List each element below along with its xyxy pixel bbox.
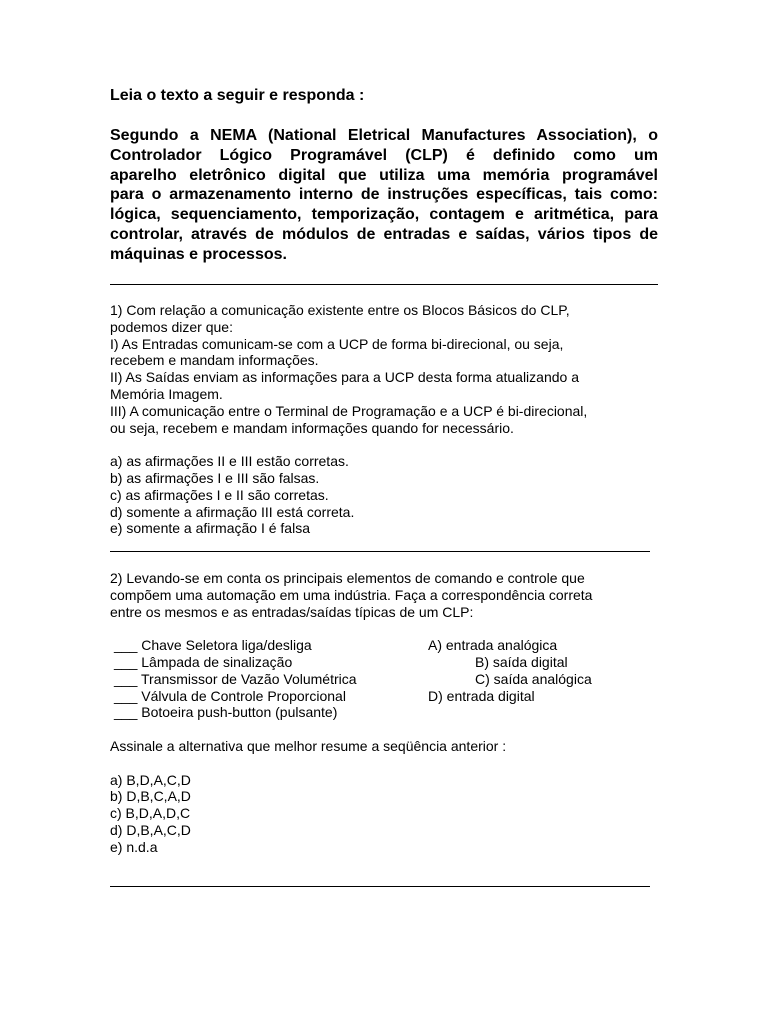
match-target: D) entrada digital — [428, 687, 535, 704]
question-2-option-d: d) D,B,A,C,D — [110, 821, 191, 838]
match-item: ___ Chave Seletora liga/desliga — [114, 637, 312, 654]
question-2-option-e: e) n.d.a — [110, 838, 158, 855]
divider-line — [110, 551, 650, 552]
match-row — [110, 688, 592, 705]
divider-line — [110, 886, 650, 887]
spacer — [110, 436, 587, 453]
question-1-stem-line: podemos dizer que: — [110, 318, 233, 335]
question-1-stem-line: Memória Imagem. — [110, 385, 223, 402]
match-target: A) entrada analógica — [428, 637, 558, 654]
intro-line: Segundo a NEMA (National Eletrical Manufactures Association), o — [110, 127, 658, 144]
match-item: ___ Lâmpada de sinalização — [114, 653, 293, 670]
match-item: ___ Transmissor de Vazão Volumétrica — [114, 670, 357, 687]
question-1-stem-line: III) A comunicação entre o Terminal de Programação e a UCP é bi-direcional, — [110, 402, 588, 419]
spacer — [110, 755, 592, 772]
question-1-stem-line: ou seja, recebem e mandam informações quando for necessário. — [110, 419, 514, 436]
match-row — [110, 637, 592, 654]
question-1-option-c: c) as afirmações I e II são corretas. — [110, 486, 329, 503]
match-item: ___ Válvula de Controle Proporcional — [114, 687, 346, 704]
match-row — [110, 671, 592, 688]
question-1-stem-line: recebem e mandam informações. — [110, 352, 319, 369]
intro-title: Leia o texto a seguir e responda : — [110, 87, 365, 104]
intro-line: controlar, através de módulos de entradas e saídas, vários tipos de — [110, 225, 658, 243]
question-2-stem-line: entre os mesmos e as entradas/saídas típicas de um CLP: — [110, 603, 474, 620]
match-target: C) saída analógica — [475, 670, 592, 687]
match-item: ___ Botoeira push-button (pulsante) — [114, 704, 338, 721]
question-2-option-a: a) B,D,A,C,D — [110, 771, 191, 788]
spacer — [110, 620, 592, 637]
intro-line: para o armazenamento interno de instruções específicas, tais como: — [110, 186, 658, 204]
question-2-stem-line: 2) Levando-se em conta os principais elementos de comando e controle que — [110, 570, 585, 586]
question-1-stem-line: 1) Com relação a comunicação existente entre os Blocos Básicos do CLP, — [110, 302, 570, 318]
question-2-option-b: b) D,B,C,A,D — [110, 788, 191, 805]
match-row — [110, 704, 592, 721]
question-2 — [110, 570, 592, 856]
intro-line: Controlador Lógico Programável (CLP) é definido como um — [110, 146, 658, 164]
intro-line: máquinas e processos. — [110, 245, 287, 263]
question-2-prompt: Assinale a alternativa que melhor resume a seqüência anterior : — [110, 737, 507, 754]
question-1-option-d: d) somente a afirmação III está correta. — [110, 503, 355, 520]
question-1-stem-line: I) As Entradas comunicam-se com a UCP de forma bi-direcional, ou seja, — [110, 335, 564, 352]
question-1-option-e: e) somente a afirmação I é falsa — [110, 520, 310, 537]
question-1 — [110, 302, 587, 537]
intro-paragraph — [110, 126, 658, 265]
match-row — [110, 654, 592, 671]
match-target: B) saída digital — [475, 653, 568, 670]
question-1-option-b: b) as afirmações I e III são falsas. — [110, 469, 320, 486]
question-2-option-c: c) B,D,A,D,C — [110, 805, 191, 822]
question-1-option-a: a) as afirmações II e III estão corretas. — [110, 453, 349, 470]
question-2-stem-line: compõem uma automação em uma indústria. Faça a correspondência correta — [110, 586, 593, 603]
divider-line — [110, 284, 658, 285]
intro-line: aparelho eletrônico digital que utiliza uma memória programável — [110, 166, 658, 184]
question-1-stem-line: II) As Saídas enviam as informações para a UCP desta forma atualizando a — [110, 369, 579, 386]
intro-line: lógica, sequenciamento, temporização, contagem e aritmética, para — [110, 206, 658, 224]
spacer — [110, 721, 592, 738]
